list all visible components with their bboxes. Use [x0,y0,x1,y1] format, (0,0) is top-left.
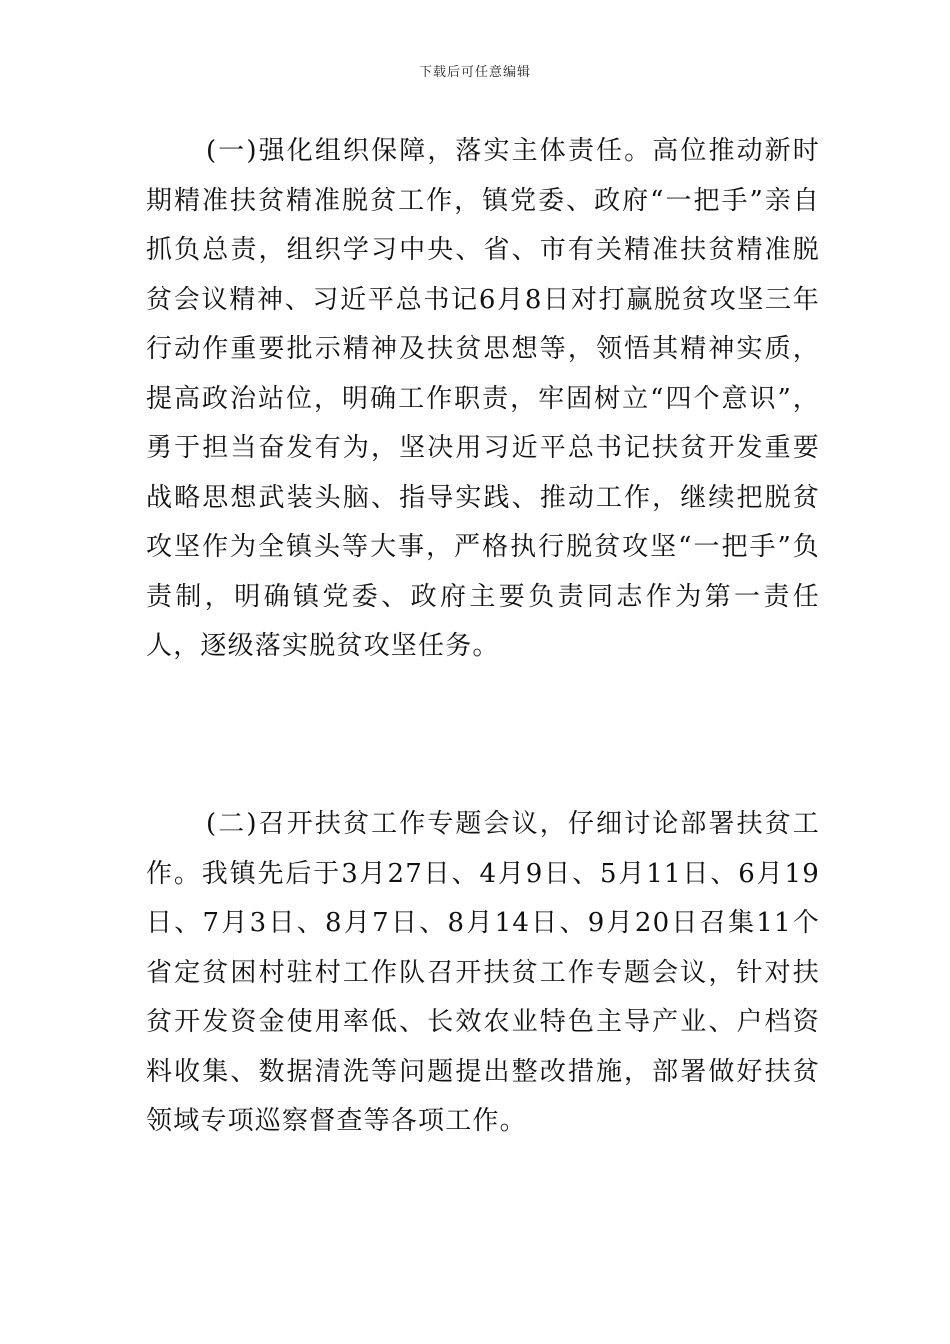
paragraph-poverty-meetings: (二)召开扶贫工作专题会议，仔细讨论部署扶贫工作。我镇先后于3月27日、4月9日、5月11日、6月19日、7月3日、8月7日、8月14日、9月20日召集11个省定贫困村驻村工作队召开扶贫工作专题会议，针对扶贫开发资金使用率低、长效农业特色主导产业、户档资料收集、数据清洗等问题提出整改措施，部署做好扶贫领域专项巡察督查等各项工作。 [146,809,820,1136]
page-header: 下载后可任意编辑 [418,65,531,80]
paragraph-organization-guarantee: (一)强化组织保障，落实主体责任。高位推动新时期精准扶贫精准脱贫工作，镇党委、政府“一把手”亲自抓负总责，组织学习中央、省、市有关精准扶贫精准脱贫会议精神、习近平总书记6月8日对打赢脱贫攻坚三年行动作重要批示精神及扶贫思想等，领悟其精神实质，提高政治站位，明确工作职责，牢固树立“四个意识”，勇于担当奋发有为，坚决用习近平总书记扶贫开发重要战略思想武装头脑、指导实践、推动工作，继续把脱贫攻坚作为全镇头等大事，严格执行脱贫攻坚“一把手”负责制，明确镇党委、政府主要负责同志作为第一责任人，逐级落实脱贫攻坚任务。 [146,136,820,661]
